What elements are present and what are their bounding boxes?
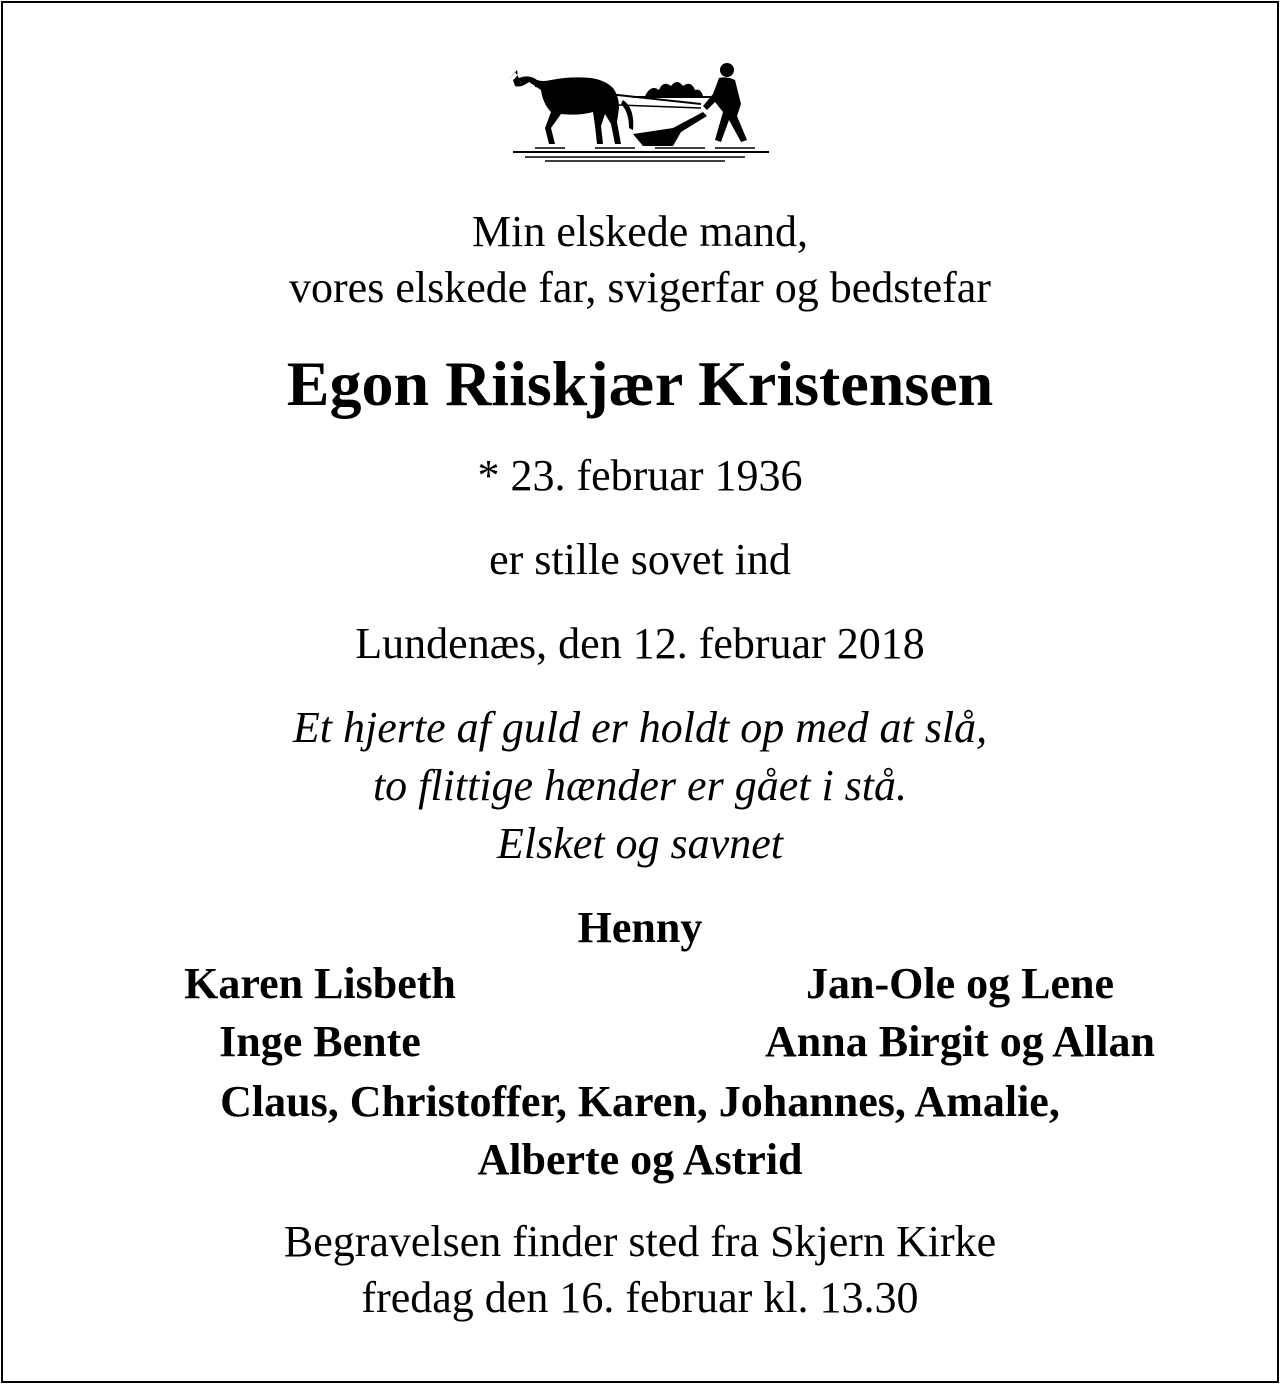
- plowman-with-horse-icon: [505, 60, 777, 164]
- grandchildren-line-1: Claus, Christoffer, Karen, Johannes, Amalie,: [220, 1077, 1060, 1126]
- signature-left-1: Karen Lisbeth: [184, 959, 456, 1008]
- place-and-date: Lundenæs, den 12. februar 2018: [355, 619, 925, 668]
- verse-line-3: Elsket og savnet: [497, 819, 783, 868]
- birth-date: * 23. februar 1936: [477, 451, 803, 500]
- intro-line-1: Min elskede mand,: [471, 207, 809, 256]
- grandchildren-line-2: Alberte og Astrid: [477, 1135, 803, 1184]
- verse-line-2: to flittige hænder er gået i stå.: [372, 761, 908, 810]
- signature-right-2: Anna Birgit og Allan: [765, 1017, 1155, 1066]
- passed-text: er stille sovet ind: [489, 535, 791, 584]
- signature-right-1: Jan-Ole og Lene: [806, 959, 1114, 1008]
- spouse-name: Henny: [577, 903, 703, 952]
- signature-left-2: Inge Bente: [219, 1017, 421, 1066]
- deceased-name: Egon Riiskjær Kristensen: [286, 348, 994, 419]
- verse-line-1: Et hjerte af guld er holdt op med at slå,: [292, 703, 988, 752]
- funeral-line-2: fredag den 16. februar kl. 13.30: [361, 1273, 919, 1322]
- intro-line-2: vores elskede far, svigerfar og bedstefar: [289, 263, 991, 312]
- funeral-line-1: Begravelsen finder sted fra Skjern Kirke: [283, 1217, 997, 1266]
